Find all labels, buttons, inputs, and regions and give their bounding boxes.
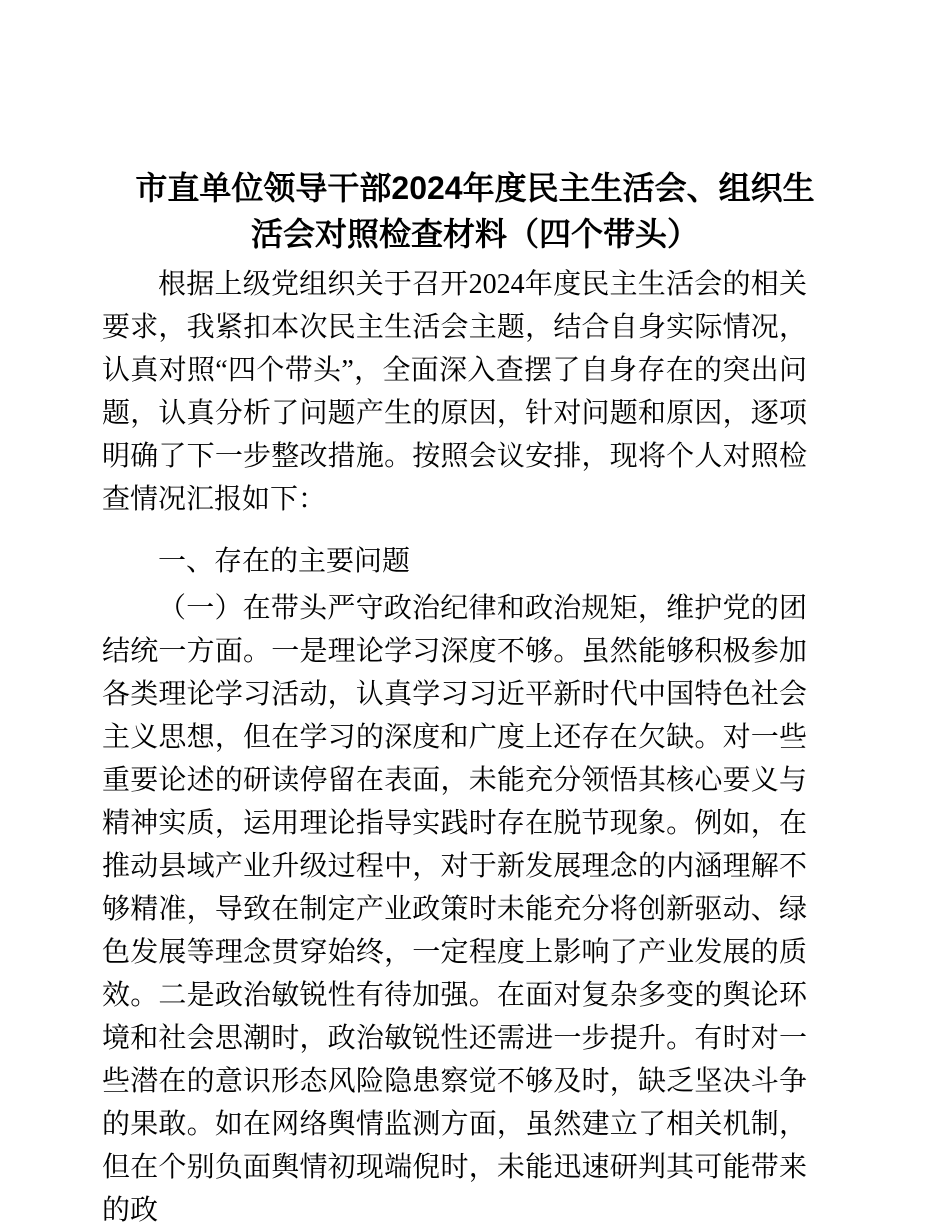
body-paragraph: （一）在带头严守政治纪律和政治规矩，维护党的团结统一方面。一是理论学习深度不够。虽然能够积极参加各类理论学习活动，认真学习习近平新时代中国特色社会主义思想，但在学习的深度和广度上还存在欠缺。对一些重要论述的研读停留在表面，未能充分领悟其核心要义与精神实质，运用理论指导实践时存在脱节现象。例如，在推动县域产业升级过程中，对于新发展理念的内涵理解不够精准，导致在制定产业政策时未能充分将创新驱动、绿色发展等理念贯穿始终，一定程度上影响了产业发展的质效。二是政治敏锐性有待加强。在面对复杂多变的舆论环境和社会思潮时，政治敏锐性还需进一步提升。有时对一些潜在的意识形态风险隐患察觉不够及时，缺乏坚决斗争的果敢。如在网络舆情监测方面，虽然建立了相关机制，但在个别负面舆情初现端倪时，未能迅速研判其可能带来的政 xyxy=(102,593,807,1226)
intro-paragraph: 根据上级党组织关于召开2024年度民主生活会的相关要求，我紧扣本次民主生活会主题，结合自身实际情况，认真对照“四个带头”，全面深入查摆了自身存在的突出问题，认真分析了问题产生的原因，针对问题和原因，逐项明确了下一步整改措施。按照会议安排，现将个人对照检查情况汇报如下： xyxy=(102,269,807,515)
section-heading: 一、存在的主要问题 xyxy=(158,546,411,577)
document-body xyxy=(102,263,807,1232)
document-title: 市直单位领导干部2024年度民主生活会、组织生活会对照检查材料（四个带头） xyxy=(135,170,815,252)
